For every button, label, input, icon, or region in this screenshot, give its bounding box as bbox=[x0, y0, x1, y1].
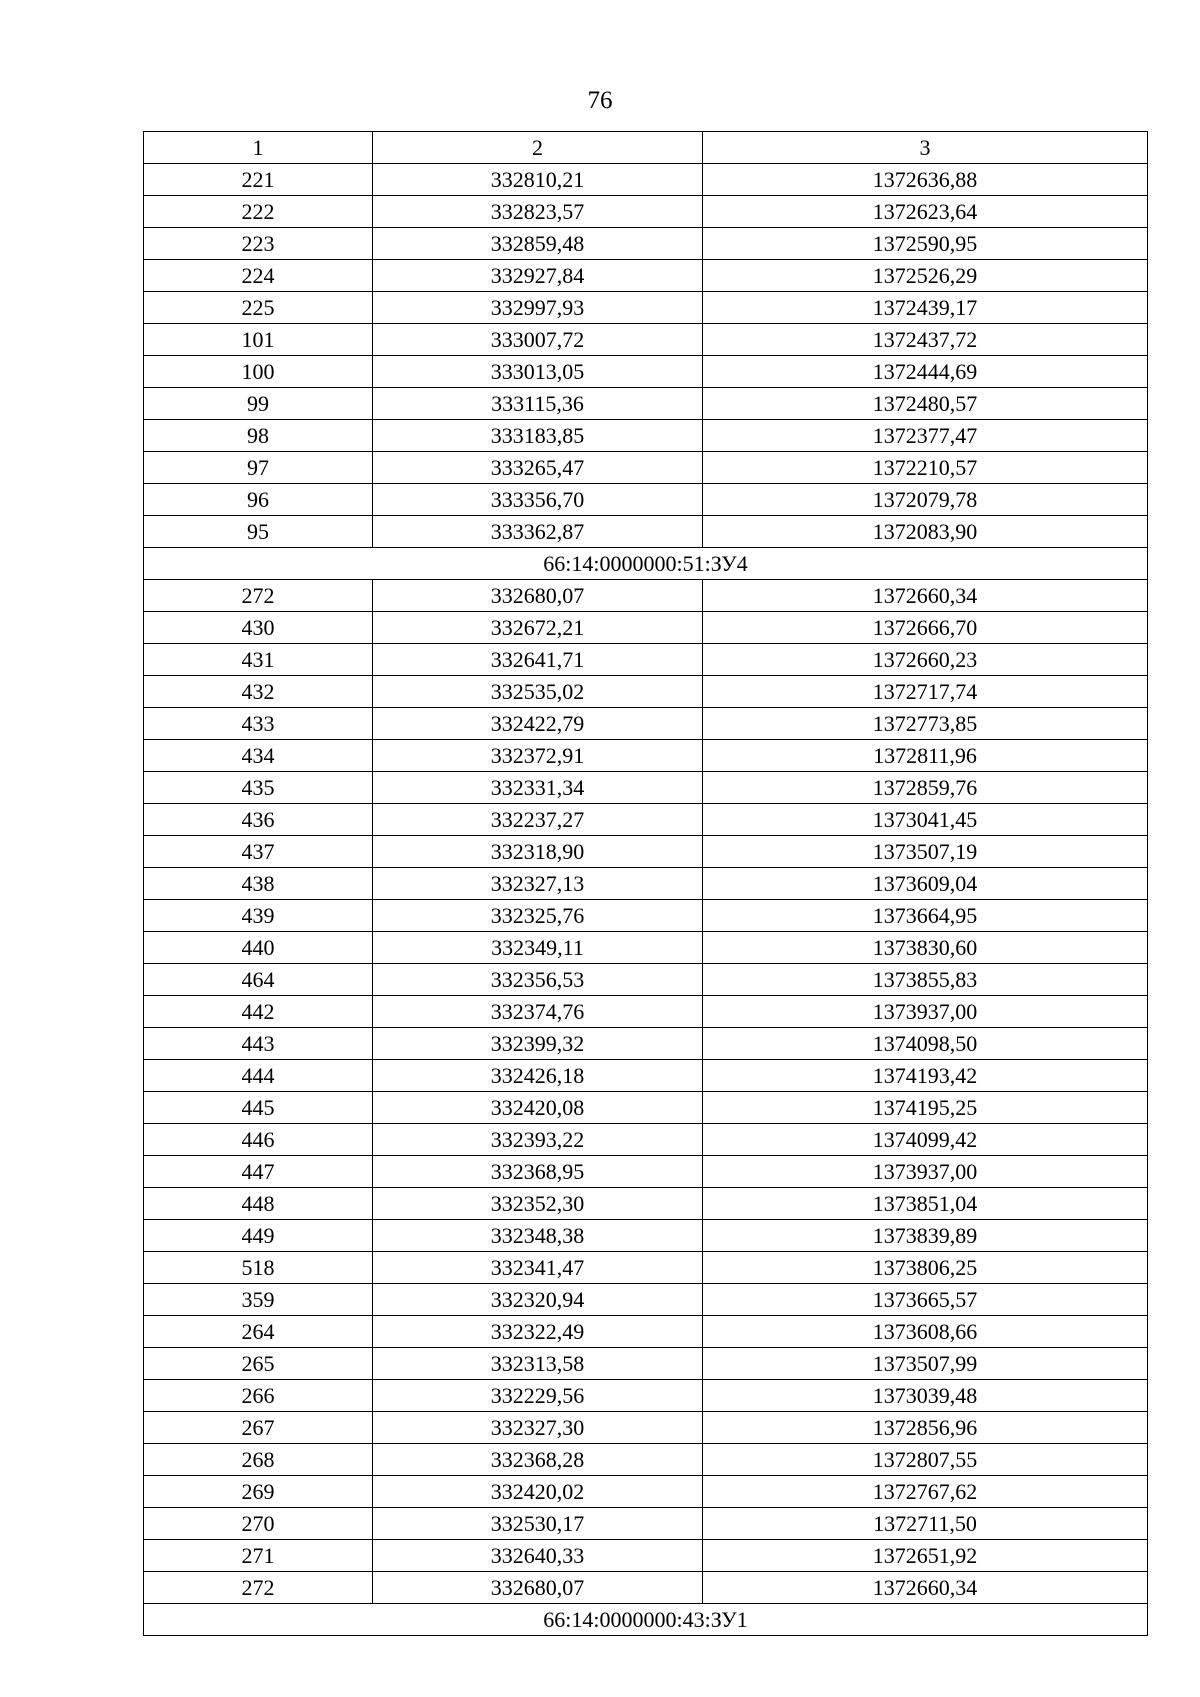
point-number-cell: 446 bbox=[144, 1124, 373, 1156]
x-coordinate-cell: 333115,36 bbox=[373, 388, 703, 420]
table-row bbox=[144, 1412, 1148, 1444]
table-row bbox=[144, 612, 1148, 644]
table-row bbox=[144, 1316, 1148, 1348]
table-row bbox=[144, 1060, 1148, 1092]
y-coordinate-cell: 1372651,92 bbox=[703, 1540, 1148, 1572]
x-coordinate-cell: 332393,22 bbox=[373, 1124, 703, 1156]
point-number-cell: 225 bbox=[144, 292, 373, 324]
point-number-cell: 518 bbox=[144, 1252, 373, 1284]
table-row bbox=[144, 324, 1148, 356]
table-row bbox=[144, 196, 1148, 228]
column-header-3: 3 bbox=[703, 132, 1148, 164]
x-coordinate-cell: 333013,05 bbox=[373, 356, 703, 388]
coordinates-table bbox=[143, 131, 1148, 1636]
point-number-cell: 223 bbox=[144, 228, 373, 260]
table-row bbox=[144, 580, 1148, 612]
x-coordinate-cell: 332426,18 bbox=[373, 1060, 703, 1092]
table-row bbox=[144, 1092, 1148, 1124]
y-coordinate-cell: 1372660,23 bbox=[703, 644, 1148, 676]
point-number-cell: 100 bbox=[144, 356, 373, 388]
table-header bbox=[144, 132, 1148, 164]
y-coordinate-cell: 1372590,95 bbox=[703, 228, 1148, 260]
table-row bbox=[144, 740, 1148, 772]
x-coordinate-cell: 332374,76 bbox=[373, 996, 703, 1028]
point-number-cell: 99 bbox=[144, 388, 373, 420]
table-row bbox=[144, 228, 1148, 260]
table-row bbox=[144, 1444, 1148, 1476]
x-coordinate-cell: 333356,70 bbox=[373, 484, 703, 516]
point-number-cell: 433 bbox=[144, 708, 373, 740]
point-number-cell: 438 bbox=[144, 868, 373, 900]
table-row bbox=[144, 420, 1148, 452]
point-number-cell: 264 bbox=[144, 1316, 373, 1348]
y-coordinate-cell: 1374195,25 bbox=[703, 1092, 1148, 1124]
y-coordinate-cell: 1372526,29 bbox=[703, 260, 1148, 292]
x-coordinate-cell: 332349,11 bbox=[373, 932, 703, 964]
y-coordinate-cell: 1372083,90 bbox=[703, 516, 1148, 548]
y-coordinate-cell: 1373830,60 bbox=[703, 932, 1148, 964]
point-number-cell: 98 bbox=[144, 420, 373, 452]
point-number-cell: 449 bbox=[144, 1220, 373, 1252]
table-row bbox=[144, 1124, 1148, 1156]
point-number-cell: 464 bbox=[144, 964, 373, 996]
column-header-1: 1 bbox=[144, 132, 373, 164]
point-number-cell: 271 bbox=[144, 1540, 373, 1572]
table-row bbox=[144, 1028, 1148, 1060]
table-row bbox=[144, 292, 1148, 324]
point-number-cell: 101 bbox=[144, 324, 373, 356]
table-row bbox=[144, 516, 1148, 548]
point-number-cell: 272 bbox=[144, 580, 373, 612]
x-coordinate-cell: 332810,21 bbox=[373, 164, 703, 196]
table-row bbox=[144, 676, 1148, 708]
y-coordinate-cell: 1373507,19 bbox=[703, 836, 1148, 868]
x-coordinate-cell: 332530,17 bbox=[373, 1508, 703, 1540]
x-coordinate-cell: 332422,79 bbox=[373, 708, 703, 740]
table-row bbox=[144, 804, 1148, 836]
table-row bbox=[144, 836, 1148, 868]
x-coordinate-cell: 332352,30 bbox=[373, 1188, 703, 1220]
point-number-cell: 269 bbox=[144, 1476, 373, 1508]
x-coordinate-cell: 332368,95 bbox=[373, 1156, 703, 1188]
section-label: 66:14:0000000:43:ЗУ1 bbox=[144, 1604, 1148, 1636]
x-coordinate-cell: 332420,02 bbox=[373, 1476, 703, 1508]
x-coordinate-cell: 332997,93 bbox=[373, 292, 703, 324]
y-coordinate-cell: 1372859,76 bbox=[703, 772, 1148, 804]
y-coordinate-cell: 1372773,85 bbox=[703, 708, 1148, 740]
table-row bbox=[144, 900, 1148, 932]
x-coordinate-cell: 333183,85 bbox=[373, 420, 703, 452]
point-number-cell: 222 bbox=[144, 196, 373, 228]
x-coordinate-cell: 332348,38 bbox=[373, 1220, 703, 1252]
point-number-cell: 221 bbox=[144, 164, 373, 196]
y-coordinate-cell: 1372623,64 bbox=[703, 196, 1148, 228]
x-coordinate-cell: 332399,32 bbox=[373, 1028, 703, 1060]
section-label: 66:14:0000000:51:ЗУ4 bbox=[144, 548, 1148, 580]
table-row bbox=[144, 452, 1148, 484]
x-coordinate-cell: 333265,47 bbox=[373, 452, 703, 484]
y-coordinate-cell: 1373937,00 bbox=[703, 996, 1148, 1028]
x-coordinate-cell: 332318,90 bbox=[373, 836, 703, 868]
y-coordinate-cell: 1372811,96 bbox=[703, 740, 1148, 772]
table-row bbox=[144, 772, 1148, 804]
point-number-cell: 435 bbox=[144, 772, 373, 804]
x-coordinate-cell: 332331,34 bbox=[373, 772, 703, 804]
table-row bbox=[144, 1252, 1148, 1284]
y-coordinate-cell: 1374193,42 bbox=[703, 1060, 1148, 1092]
y-coordinate-cell: 1373806,25 bbox=[703, 1252, 1148, 1284]
table-row bbox=[144, 484, 1148, 516]
table-row bbox=[144, 932, 1148, 964]
table-row bbox=[144, 868, 1148, 900]
point-number-cell: 268 bbox=[144, 1444, 373, 1476]
table-row bbox=[144, 1348, 1148, 1380]
point-number-cell: 224 bbox=[144, 260, 373, 292]
y-coordinate-cell: 1372377,47 bbox=[703, 420, 1148, 452]
y-coordinate-cell: 1373851,04 bbox=[703, 1188, 1148, 1220]
point-number-cell: 430 bbox=[144, 612, 373, 644]
x-coordinate-cell: 332823,57 bbox=[373, 196, 703, 228]
point-number-cell: 448 bbox=[144, 1188, 373, 1220]
table-row bbox=[144, 644, 1148, 676]
column-header-2: 2 bbox=[373, 132, 703, 164]
y-coordinate-cell: 1374098,50 bbox=[703, 1028, 1148, 1060]
y-coordinate-cell: 1372437,72 bbox=[703, 324, 1148, 356]
y-coordinate-cell: 1372079,78 bbox=[703, 484, 1148, 516]
point-number-cell: 267 bbox=[144, 1412, 373, 1444]
x-coordinate-cell: 333362,87 bbox=[373, 516, 703, 548]
table-row bbox=[144, 388, 1148, 420]
table-row bbox=[144, 996, 1148, 1028]
x-coordinate-cell: 332420,08 bbox=[373, 1092, 703, 1124]
table-row bbox=[144, 1188, 1148, 1220]
point-number-cell: 440 bbox=[144, 932, 373, 964]
x-coordinate-cell: 332641,71 bbox=[373, 644, 703, 676]
point-number-cell: 97 bbox=[144, 452, 373, 484]
x-coordinate-cell: 332341,47 bbox=[373, 1252, 703, 1284]
x-coordinate-cell: 332313,58 bbox=[373, 1348, 703, 1380]
y-coordinate-cell: 1373664,95 bbox=[703, 900, 1148, 932]
x-coordinate-cell: 332672,21 bbox=[373, 612, 703, 644]
page-number: 76 bbox=[587, 87, 613, 114]
section-row bbox=[144, 548, 1148, 580]
y-coordinate-cell: 1372856,96 bbox=[703, 1412, 1148, 1444]
point-number-cell: 266 bbox=[144, 1380, 373, 1412]
x-coordinate-cell: 332640,33 bbox=[373, 1540, 703, 1572]
point-number-cell: 436 bbox=[144, 804, 373, 836]
point-number-cell: 437 bbox=[144, 836, 373, 868]
table-row bbox=[144, 260, 1148, 292]
table-row bbox=[144, 356, 1148, 388]
y-coordinate-cell: 1373507,99 bbox=[703, 1348, 1148, 1380]
y-coordinate-cell: 1372210,57 bbox=[703, 452, 1148, 484]
x-coordinate-cell: 332322,49 bbox=[373, 1316, 703, 1348]
point-number-cell: 439 bbox=[144, 900, 373, 932]
y-coordinate-cell: 1372636,88 bbox=[703, 164, 1148, 196]
y-coordinate-cell: 1373839,89 bbox=[703, 1220, 1148, 1252]
y-coordinate-cell: 1372807,55 bbox=[703, 1444, 1148, 1476]
y-coordinate-cell: 1372717,74 bbox=[703, 676, 1148, 708]
table-row bbox=[144, 708, 1148, 740]
y-coordinate-cell: 1372444,69 bbox=[703, 356, 1148, 388]
x-coordinate-cell: 332535,02 bbox=[373, 676, 703, 708]
table-row bbox=[144, 964, 1148, 996]
table-body bbox=[144, 164, 1148, 1636]
table-row bbox=[144, 1508, 1148, 1540]
point-number-cell: 445 bbox=[144, 1092, 373, 1124]
x-coordinate-cell: 332368,28 bbox=[373, 1444, 703, 1476]
x-coordinate-cell: 332372,91 bbox=[373, 740, 703, 772]
x-coordinate-cell: 332327,13 bbox=[373, 868, 703, 900]
x-coordinate-cell: 332680,07 bbox=[373, 1572, 703, 1604]
x-coordinate-cell: 332325,76 bbox=[373, 900, 703, 932]
point-number-cell: 431 bbox=[144, 644, 373, 676]
point-number-cell: 444 bbox=[144, 1060, 373, 1092]
table-row bbox=[144, 164, 1148, 196]
x-coordinate-cell: 333007,72 bbox=[373, 324, 703, 356]
y-coordinate-cell: 1372767,62 bbox=[703, 1476, 1148, 1508]
point-number-cell: 272 bbox=[144, 1572, 373, 1604]
y-coordinate-cell: 1372660,34 bbox=[703, 580, 1148, 612]
point-number-cell: 443 bbox=[144, 1028, 373, 1060]
point-number-cell: 442 bbox=[144, 996, 373, 1028]
point-number-cell: 270 bbox=[144, 1508, 373, 1540]
y-coordinate-cell: 1373665,57 bbox=[703, 1284, 1148, 1316]
y-coordinate-cell: 1372660,34 bbox=[703, 1572, 1148, 1604]
table-row bbox=[144, 1380, 1148, 1412]
header-row bbox=[144, 132, 1148, 164]
y-coordinate-cell: 1372439,17 bbox=[703, 292, 1148, 324]
y-coordinate-cell: 1373039,48 bbox=[703, 1380, 1148, 1412]
x-coordinate-cell: 332859,48 bbox=[373, 228, 703, 260]
point-number-cell: 265 bbox=[144, 1348, 373, 1380]
y-coordinate-cell: 1373855,83 bbox=[703, 964, 1148, 996]
y-coordinate-cell: 1372480,57 bbox=[703, 388, 1148, 420]
x-coordinate-cell: 332237,27 bbox=[373, 804, 703, 836]
y-coordinate-cell: 1373609,04 bbox=[703, 868, 1148, 900]
point-number-cell: 447 bbox=[144, 1156, 373, 1188]
x-coordinate-cell: 332927,84 bbox=[373, 260, 703, 292]
y-coordinate-cell: 1373041,45 bbox=[703, 804, 1148, 836]
table-row bbox=[144, 1572, 1148, 1604]
point-number-cell: 96 bbox=[144, 484, 373, 516]
section-row bbox=[144, 1604, 1148, 1636]
table-row bbox=[144, 1284, 1148, 1316]
point-number-cell: 359 bbox=[144, 1284, 373, 1316]
y-coordinate-cell: 1372711,50 bbox=[703, 1508, 1148, 1540]
x-coordinate-cell: 332680,07 bbox=[373, 580, 703, 612]
table-row bbox=[144, 1220, 1148, 1252]
table-row bbox=[144, 1476, 1148, 1508]
x-coordinate-cell: 332320,94 bbox=[373, 1284, 703, 1316]
x-coordinate-cell: 332356,53 bbox=[373, 964, 703, 996]
table-row bbox=[144, 1156, 1148, 1188]
point-number-cell: 95 bbox=[144, 516, 373, 548]
y-coordinate-cell: 1374099,42 bbox=[703, 1124, 1148, 1156]
y-coordinate-cell: 1372666,70 bbox=[703, 612, 1148, 644]
table-row bbox=[144, 1540, 1148, 1572]
y-coordinate-cell: 1373937,00 bbox=[703, 1156, 1148, 1188]
y-coordinate-cell: 1373608,66 bbox=[703, 1316, 1148, 1348]
x-coordinate-cell: 332229,56 bbox=[373, 1380, 703, 1412]
point-number-cell: 432 bbox=[144, 676, 373, 708]
x-coordinate-cell: 332327,30 bbox=[373, 1412, 703, 1444]
point-number-cell: 434 bbox=[144, 740, 373, 772]
